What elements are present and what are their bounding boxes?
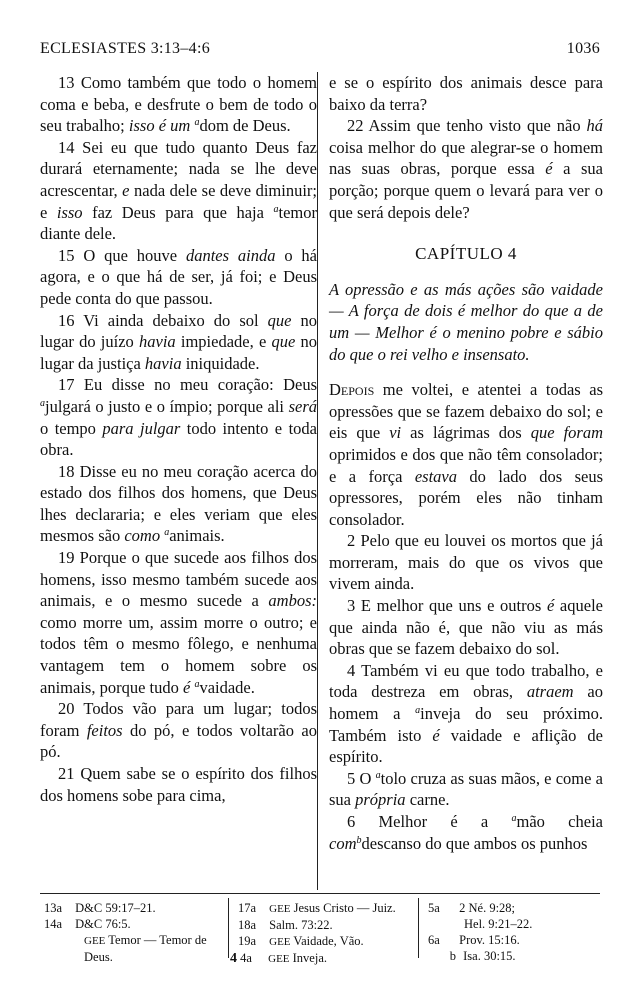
footnotes-column-2 [230,900,418,967]
column-divider [317,72,318,890]
verse-3-22: 22 Assim que tenho visto que não há coisa melhor do que alegrar-se o homem nas suas obras, porque essa é a sua porção; porque quem o levará para ver o que será depois dele? [329,116,603,222]
footnote-entry[interactable]: 19a GEE Vaidade, Vão. [238,934,364,948]
verse-4-4: 4 Também vi eu que todo trabalho, e toda destreza em obras, atraem ao homem a $^a$inveja do seu próximo. Também isto é vaidade e aflição de espírito. [329,660,603,767]
footnote-rule [40,893,600,894]
footnote-marker[interactable]: a [194,117,200,129]
drop-word: Depois [329,380,375,400]
footnote-marker[interactable]: a [375,769,381,781]
footnote-divider [418,898,419,958]
footnote-marker[interactable]: a [40,397,45,409]
verse-3-21: 21 Quem sabe se o espírito dos filhos dos homens sobe para cima, [40,764,317,805]
footnote-entry[interactable]: 18a Salm. 73:22. [238,918,333,932]
footnotes-column-1 [44,900,224,965]
footnote-entry[interactable]: 4 4a GEE Inveja. [230,951,327,966]
verse-4-6: 6 Melhor é a $^a$mão cheia com$^b$descanso do que ambos os punhos [329,812,603,853]
verse-4-1: Depois me voltei, e atentei a todas as opressões que se fazem debaixo do sol; e eis que vi as lágrimas dos que foram oprimidos e dos que não têm consolador; e a força estava do lado dos seus opressores, porém eles não tinham consolador. [329,380,604,529]
footnote-entry-continued: Deus. [84,950,113,964]
footnote-entry[interactable]: 17a GEE Jesus Cristo — Juiz. [238,901,396,915]
footnote-divider [228,898,229,958]
verse-3-21-continued: e se o espírito dos animais desce para baixo da terra? [329,73,603,114]
footnote-marker[interactable]: a [273,203,279,215]
page-number: 1036 [566,40,600,57]
chapter-summary: A opressão e as más ações são vaidade — A força de dois é melhor do que a de um — Melhor é o menino pobre e sábio do que o rei velho e insensato. [329,279,603,364]
footnote-entry-continued: Hel. 9:21–22. [464,917,533,931]
verse-3-13: 13 Como também que todo o homem coma e beba, e desfrute o bem de todo o seu trabalho; isso é um $^a$dom de Deus. [40,73,317,136]
verse-4-2: 2 Pelo que eu louvei os mortos que já morreram, mais do que os vivos que vivem ainda. [329,531,603,594]
footnote-entry[interactable]: b Isa. 30:15. [449,949,516,963]
chapter-number-marker: 4 [230,951,237,966]
footnote-marker[interactable]: a [415,705,421,717]
footnote-entry[interactable]: 14a D&C 76:5. [44,917,131,931]
footnote-marker[interactable]: b [356,834,362,846]
footnote-marker[interactable]: a [194,678,200,690]
verse-3-16: 16 Vi ainda debaixo do sol que no lugar do juízo havia impiedade, e que no lugar da justiça havia iniquidade. [40,310,318,373]
verse-4-3: 3 E melhor que uns e outros é aquele que ainda não é, que não viu as más obras que se fazem debaixo do sol. [329,596,603,659]
footnote-entry[interactable]: 13a D&C 59:17–21. [44,901,156,915]
text-column-right [329,72,603,854]
footnote-marker[interactable]: a [511,813,517,824]
footnote-entry-continued: GEE Temor — Temor de [84,933,207,947]
footnote-entry[interactable]: 6a Prov. 15:16. [428,933,520,947]
verse-3-20: 20 Todos vão para um lugar; todos foram feitos do pó, e todos voltarão ao pó. [40,699,317,762]
verse-3-15: 15 O que houve dantes ainda o há agora, e o que há de ser, já foi; e Deus pede conta do que passou. [40,245,317,308]
verse-3-18: 18 Disse eu no meu coração acerca do estado dos filhos dos homens, que Deus lhes declararia; e eles veriam que eles mesmos são como $^a$animais. [40,461,317,546]
text-column-left [40,72,317,806]
footnotes-column-3 [428,900,598,964]
footnote-marker[interactable]: a [164,527,170,539]
running-header [40,40,600,66]
verse-3-17: 17 Eu disse no meu coração: Deus $^a$julgará o justo e o ímpio; porque ali será o tempo para julgar todo intento e toda obra. [40,375,317,460]
footnote-entry[interactable]: 5a 2 Né. 9:28; [428,901,516,915]
chapter-heading: CAPÍTULO 4 [415,244,517,264]
verse-3-19: 19 Porque o que sucede aos filhos dos homens, isso mesmo também sucede aos animais, e o mesmo sucede a ambos: como morre um, assim morre o outro; e todos têm o mesmo fôlego, e nenhuma vantagem tem o homem sobre os animais, porque tudo é $^a$vaidade. [40,548,317,697]
book-range: ECLESIASTES 3:13–4:6 [40,40,211,57]
verse-4-5: 5 O $^a$tolo cruza as suas mãos, e come a sua própria carne. [329,768,603,810]
verse-3-14: 14 Sei eu que tudo quanto Deus faz durará eternamente; nada se lhe deve acrescentar, e nada dele se deve diminuir; e isso faz Deus para que haja $^a$temor diante dele. [40,137,318,244]
